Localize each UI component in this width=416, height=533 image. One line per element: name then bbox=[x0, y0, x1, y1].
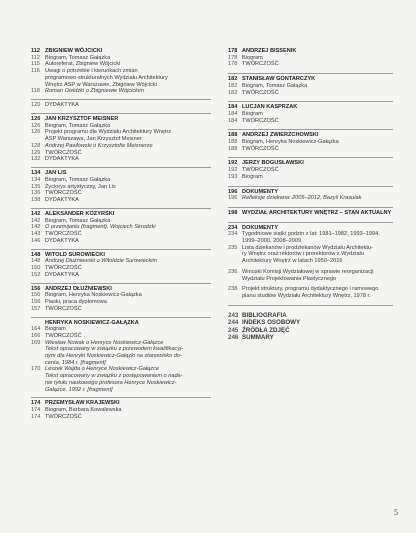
entry-title: WITOLD SUROWIECKI bbox=[45, 251, 105, 258]
toc-entry bbox=[228, 312, 393, 319]
toc-entry bbox=[228, 293, 393, 300]
page-ref: 148 bbox=[31, 258, 41, 265]
toc-entry bbox=[228, 83, 393, 90]
page-ref: 182 bbox=[228, 76, 238, 83]
section-divider bbox=[228, 222, 393, 223]
entry-title: ŹRÓDŁA ZDJĘĆ bbox=[242, 326, 290, 334]
toc-entry bbox=[31, 136, 211, 143]
toc-entry bbox=[228, 334, 393, 341]
toc-entry bbox=[31, 400, 211, 407]
entry-title: planu studiów Wydziału Architektury Wnętrz, 1978 r. bbox=[242, 292, 371, 299]
page-ref: 142 bbox=[31, 224, 41, 231]
toc-entry bbox=[228, 90, 393, 97]
entry-title: SUMMARY bbox=[242, 333, 274, 341]
toc-entry bbox=[31, 116, 211, 123]
page-ref: 134 bbox=[31, 170, 41, 177]
page-ref: 156 bbox=[31, 292, 41, 299]
toc-entry bbox=[31, 380, 211, 387]
entry-title: Projekt struktury, programu dydaktycznego i ramowego bbox=[242, 286, 379, 293]
entry-title: Refleksje dziekana: 2005–2012, Bazyli Krasulak bbox=[242, 195, 362, 202]
section-divider bbox=[31, 397, 211, 398]
entry-title: Roman Owidzki o Zbigniewie Wójcickim bbox=[45, 88, 144, 95]
page-ref: 198 bbox=[228, 209, 238, 216]
page-ref: 157 bbox=[31, 305, 41, 312]
entry-title: Architektury Wnętrz w latach 1950–2016 bbox=[242, 258, 343, 265]
toc-entry bbox=[31, 170, 211, 177]
entry-title: Biogram, Barbara Kowalewska bbox=[45, 407, 122, 414]
toc-entry bbox=[31, 292, 211, 299]
toc-entry bbox=[228, 238, 393, 245]
entry-title: O przemijaniu (fragment), Wojciech Skrodzki bbox=[45, 224, 156, 231]
page-ref: 166 bbox=[31, 332, 41, 339]
entry-title: LUCJAN KASPRZAK bbox=[242, 104, 298, 111]
entry-title: PRZEMYSŁAW KRAJEWSKI bbox=[45, 400, 120, 407]
entry-title: JERZY BOGUSŁAWSKI bbox=[242, 160, 304, 167]
section-divider bbox=[228, 129, 393, 130]
page-ref: 234 bbox=[228, 231, 238, 238]
entry-title: Gałązce, 1992 r. [fragment] bbox=[45, 386, 113, 393]
toc-entry bbox=[31, 48, 211, 55]
toc-entry bbox=[31, 123, 211, 130]
toc-entry bbox=[228, 225, 393, 232]
toc-entry bbox=[228, 189, 393, 196]
page-ref: 182 bbox=[228, 89, 238, 96]
toc-entry bbox=[31, 224, 211, 231]
entry-title: Tygodniowe siatki godzin z lat: 1981–1982, 1993–1994, bbox=[242, 231, 380, 238]
section-divider bbox=[31, 99, 211, 100]
toc-entry bbox=[31, 150, 211, 157]
entry-title: TWÓRCZOŚĆ bbox=[242, 89, 279, 96]
entry-title: TWÓRCZOŚĆ bbox=[45, 413, 82, 420]
entry-title: TWÓRCZOŚĆ bbox=[242, 167, 279, 174]
page-ref: 182 bbox=[228, 82, 238, 89]
entry-title: ry Wnętrz oraz rektorów i prorektorów z Wydziału bbox=[242, 251, 364, 258]
entry-title: Biogram, Henryka Noskiewicz-Gałązka bbox=[45, 292, 142, 299]
toc-entry bbox=[228, 111, 393, 118]
toc-entry bbox=[228, 286, 393, 293]
page-ref: 118 bbox=[31, 88, 40, 95]
entry-title: ANDRZEJ DŁUŻNIEWSKI bbox=[45, 285, 112, 292]
toc-entry bbox=[31, 326, 211, 333]
toc-entry bbox=[31, 387, 211, 394]
entry-title: Biogram bbox=[242, 173, 263, 180]
page-ref: 116 bbox=[31, 68, 40, 75]
toc-left-column bbox=[31, 48, 211, 421]
entry-title: ANDRZEJ ZWIERZCHOWSKI bbox=[242, 132, 319, 139]
toc-entry bbox=[31, 75, 211, 82]
toc-entry bbox=[228, 167, 393, 174]
page-ref: 174 bbox=[31, 407, 41, 414]
toc-entry bbox=[31, 373, 211, 380]
page-ref: 156 bbox=[31, 285, 41, 292]
toc-entry bbox=[31, 82, 211, 89]
page-ref: 245 bbox=[228, 326, 239, 334]
entry-title: nym dla Henryki Noskiewicz-Gałązki na stanowisko do- bbox=[45, 353, 182, 360]
entry-title: Wnioski Komisji Wydziałowej w sprawie reorganizacji bbox=[242, 268, 374, 275]
section-divider bbox=[228, 73, 393, 74]
section-divider bbox=[31, 113, 211, 114]
page-ref: 142 bbox=[31, 217, 41, 224]
toc-entry bbox=[31, 156, 211, 163]
page-ref: 196 bbox=[228, 195, 238, 202]
toc-entry bbox=[31, 333, 211, 340]
page-ref: 174 bbox=[31, 400, 41, 407]
toc-entry bbox=[31, 231, 211, 238]
entry-title: Uwagi o potrzebie i kierunkach zmian bbox=[45, 68, 138, 75]
entry-title: TWÓRCZOŚĆ bbox=[45, 332, 82, 339]
page-ref: 174 bbox=[31, 413, 41, 420]
toc-entry bbox=[31, 299, 211, 306]
entry-title: Autoreferat, Zbigniew Wójcicki bbox=[45, 61, 121, 68]
toc-entry bbox=[228, 319, 393, 326]
entry-title: Biogram, Tomasz Gałązka bbox=[45, 176, 111, 183]
toc-entry bbox=[228, 210, 393, 217]
entry-title: HENRYKA NOSKIEWICZ-GAŁĄZKA bbox=[45, 319, 139, 326]
section-divider bbox=[31, 167, 211, 168]
entry-title: TWÓRCZOŚĆ bbox=[45, 149, 82, 156]
page-ref: 120 bbox=[31, 102, 41, 109]
toc-entry bbox=[31, 407, 211, 414]
toc-entry bbox=[228, 146, 393, 153]
entry-title: Tekst opracowany w związku z przewodem kwalifikacyj- bbox=[45, 346, 184, 353]
page-ref: 170 bbox=[31, 366, 41, 373]
entry-title: Tekst opracowany w związku z postępowaniem o nada- bbox=[45, 373, 183, 380]
entry-title: Biogram bbox=[45, 326, 66, 333]
page-ref: 238 bbox=[228, 286, 238, 293]
entry-title: DYDAKTYKA bbox=[45, 271, 79, 278]
section-divider bbox=[228, 186, 393, 187]
entry-title: JAN LIS bbox=[45, 170, 67, 177]
toc-entry bbox=[31, 265, 211, 272]
page-ref: 235 bbox=[228, 244, 238, 251]
entry-title: JAN KRZYSZTOF MEISNER bbox=[45, 116, 119, 122]
toc-entry bbox=[31, 68, 211, 75]
entry-title: BIBLIOGRAFIA bbox=[242, 311, 287, 319]
page-ref: 188 bbox=[228, 145, 238, 152]
section-divider bbox=[228, 305, 393, 306]
section-divider bbox=[31, 283, 211, 284]
entry-title: nie tytułu naukowego profesora Henryce Noskiewicz- bbox=[45, 379, 177, 386]
page-ref: 244 bbox=[228, 319, 239, 327]
toc-entry bbox=[31, 258, 211, 265]
toc-entry bbox=[228, 327, 393, 334]
entry-title: Biogram, Henryka Noskiewicz-Gałązka bbox=[242, 139, 339, 146]
entry-title: ZBIGNIEW WÓJCICKI bbox=[45, 48, 103, 54]
toc-entry bbox=[228, 251, 393, 258]
page-ref: 128 bbox=[31, 142, 41, 149]
page-ref: 184 bbox=[228, 104, 238, 111]
section-divider bbox=[228, 157, 393, 158]
page-ref: 184 bbox=[228, 110, 238, 117]
entry-title: Piaski, praca dyplomowa bbox=[45, 298, 107, 305]
page-ref: 143 bbox=[31, 230, 41, 237]
entry-title: ASP Warszawa, Jan Krzysztof Meisner bbox=[45, 136, 142, 143]
toc-entry bbox=[228, 139, 393, 146]
section-divider bbox=[228, 207, 393, 208]
entry-title: Biogram, Tomasz Gałązka bbox=[45, 54, 111, 61]
toc-entry bbox=[31, 306, 211, 313]
entry-title: Biogram bbox=[242, 110, 263, 117]
toc-entry bbox=[31, 272, 211, 279]
page-ref: 112 bbox=[31, 48, 41, 54]
toc-entry bbox=[31, 55, 211, 62]
entry-title: STANISŁAW GONTARCZYK bbox=[242, 76, 316, 83]
toc-entry bbox=[31, 366, 211, 373]
toc-entry bbox=[228, 61, 393, 68]
entry-title: Biogram, Tomasz Gałązka bbox=[45, 122, 111, 129]
entry-title: Biogram bbox=[242, 54, 263, 61]
page-ref: 129 bbox=[31, 149, 41, 156]
entry-title: TWÓRCZOŚĆ bbox=[45, 305, 82, 312]
section-divider bbox=[31, 208, 211, 209]
entry-title: DYDAKTYKA bbox=[45, 156, 79, 163]
page-ref: 142 bbox=[31, 210, 41, 217]
entry-title: Wnętrz ASP w Warszawie, Zbigniew Wójcicki bbox=[45, 81, 157, 88]
toc-entry bbox=[31, 61, 211, 68]
page-ref: 138 bbox=[31, 196, 41, 203]
toc-entry bbox=[31, 340, 211, 347]
entry-title: Życiorys artystyczny, Jan Lis bbox=[45, 183, 116, 190]
section-divider bbox=[228, 101, 393, 102]
toc-entry bbox=[228, 48, 393, 55]
entry-title: Wydziału Projektowania Plastycznego bbox=[242, 275, 337, 282]
entry-title: TWÓRCZOŚĆ bbox=[242, 145, 279, 152]
page-ref: 178 bbox=[228, 48, 238, 54]
toc-right-column bbox=[228, 48, 393, 341]
entry-title: ANDRZEJ BISSENIK bbox=[242, 48, 297, 54]
page-ref: 234 bbox=[228, 224, 238, 231]
entry-title: DOKUMENTY bbox=[242, 188, 279, 195]
toc-entry bbox=[31, 211, 211, 218]
page-ref: 178 bbox=[228, 54, 238, 61]
page-ref: 156 bbox=[31, 298, 41, 305]
toc-entry bbox=[31, 143, 211, 150]
entry-title: TWÓRCZOŚĆ bbox=[45, 264, 82, 271]
toc-entry bbox=[31, 197, 211, 204]
page-ref: 126 bbox=[31, 116, 41, 122]
page-ref: 148 bbox=[31, 251, 41, 258]
page-number: 5 bbox=[394, 508, 398, 517]
page-ref: 188 bbox=[228, 139, 238, 146]
page-ref: 132 bbox=[31, 156, 41, 163]
entry-title: programowo-strukturalnych Wydziału Architektury bbox=[45, 74, 168, 81]
toc-entry bbox=[31, 360, 211, 367]
toc-entry bbox=[228, 269, 393, 276]
section-divider bbox=[31, 249, 211, 250]
toc-entry bbox=[31, 414, 211, 421]
toc-entry bbox=[31, 353, 211, 360]
page-ref: 192 bbox=[228, 160, 238, 167]
toc-entry bbox=[228, 195, 393, 202]
page-ref: 246 bbox=[228, 333, 239, 341]
entry-title: Projekt programu dla Wydziału Architektury Wnętrz bbox=[45, 129, 172, 136]
toc-entry bbox=[31, 238, 211, 245]
page-ref: 150 bbox=[31, 264, 41, 271]
entry-title: Biogram, Tomasz Gałązka bbox=[242, 82, 308, 89]
toc-entry bbox=[31, 346, 211, 353]
page-ref: 184 bbox=[228, 117, 238, 124]
page-ref: 126 bbox=[31, 122, 41, 129]
entry-title: DOKUMENTY bbox=[242, 224, 279, 231]
entry-title: TWÓRCZOŚĆ bbox=[45, 190, 82, 197]
page-ref: 196 bbox=[228, 188, 238, 195]
entry-title: DYDAKTYKA bbox=[45, 196, 79, 203]
page-ref: 135 bbox=[31, 183, 41, 190]
page-ref: 243 bbox=[228, 311, 239, 319]
page-ref: 192 bbox=[228, 167, 238, 174]
entry-title: Leszek Wajda o Henryce Noskiewicz-Gałązce bbox=[45, 366, 159, 373]
entry-title: centa, 1984 r. [fragment] bbox=[45, 359, 106, 366]
toc-entry bbox=[31, 177, 211, 184]
section-divider bbox=[31, 317, 211, 318]
toc-entry bbox=[31, 102, 211, 109]
entry-title: Lista dziekanów i prodziekanów Wydziału Architektu- bbox=[242, 244, 373, 251]
toc-entry bbox=[31, 218, 211, 225]
toc-entry bbox=[31, 320, 211, 327]
entry-title: ALEKSANDER KOZYRSKI bbox=[45, 210, 115, 217]
entry-title: DYDAKTYKA bbox=[45, 237, 79, 244]
page-ref: 164 bbox=[31, 326, 41, 333]
page-ref: 136 bbox=[31, 190, 41, 197]
toc-entry bbox=[228, 258, 393, 265]
toc-entry bbox=[31, 190, 211, 197]
toc-entry bbox=[31, 286, 211, 293]
page-ref: 115 bbox=[31, 61, 40, 68]
page-ref: 188 bbox=[228, 132, 238, 139]
page-ref: 134 bbox=[31, 176, 41, 183]
toc-entry bbox=[31, 252, 211, 259]
toc-entry bbox=[228, 245, 393, 252]
page-ref: 146 bbox=[31, 237, 41, 244]
entry-title: INDEKS OSOBOWY bbox=[242, 319, 301, 327]
page-ref: 178 bbox=[228, 61, 238, 68]
page-ref: 236 bbox=[228, 268, 238, 275]
toc-entry bbox=[228, 118, 393, 125]
page-ref: 152 bbox=[31, 271, 41, 278]
entry-title: TWÓRCZOŚĆ bbox=[45, 230, 82, 237]
entry-title: Wiesław Nowak o Henryce Noskiewicz-Gałązce bbox=[45, 339, 164, 346]
entry-title: 1999–2000, 2008–2009 bbox=[242, 238, 302, 245]
toc-entry bbox=[228, 104, 393, 111]
entry-title: Biogram, Tomasz Gałązka bbox=[45, 217, 111, 224]
toc-entry bbox=[228, 132, 393, 139]
toc-entry bbox=[228, 231, 393, 238]
entry-title: TWÓRCZOŚĆ bbox=[242, 61, 279, 68]
toc-entry bbox=[31, 129, 211, 136]
toc-entry bbox=[228, 276, 393, 283]
toc-entry bbox=[228, 174, 393, 181]
entry-title: Andrzej Dłużniewski o Witoldzie Surowieckim bbox=[45, 258, 158, 265]
entry-title: TWÓRCZOŚĆ bbox=[242, 117, 279, 124]
page-ref: 193 bbox=[228, 173, 238, 180]
page-ref: 126 bbox=[31, 129, 41, 136]
entry-title: WYDZIAŁ ARCHITEKTURY WNĘTRZ – STAN AKTUALNY bbox=[242, 209, 392, 216]
page-ref: 112 bbox=[31, 54, 40, 61]
toc-entry bbox=[31, 88, 211, 95]
page-ref: 169 bbox=[31, 339, 41, 346]
toc-entry bbox=[228, 76, 393, 83]
entry-title: DYDAKTYKA bbox=[45, 102, 79, 109]
entry-title: Andrzej Pawłowski o Krzysztofie Meisnerze bbox=[45, 142, 153, 149]
